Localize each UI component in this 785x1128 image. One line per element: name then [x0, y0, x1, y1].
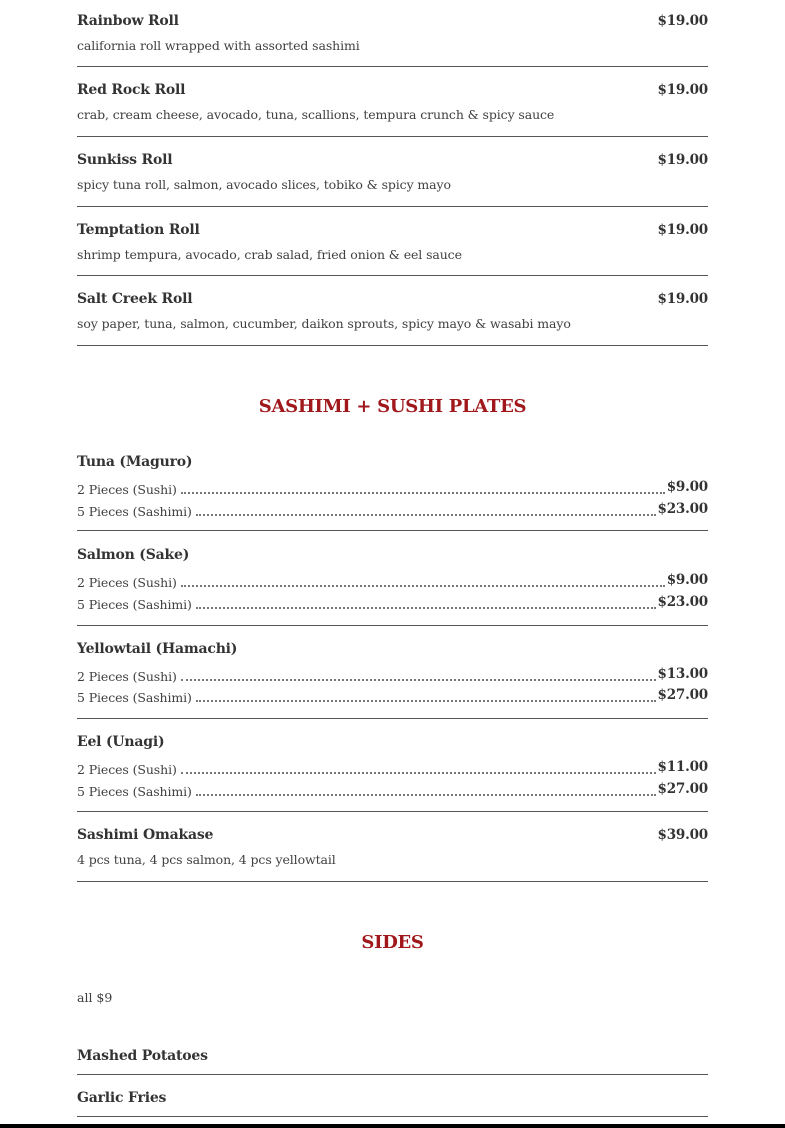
menu-item — [77, 222, 708, 262]
divider — [77, 275, 708, 276]
dot-leader — [181, 492, 665, 494]
divider — [77, 881, 708, 882]
item-description: 4 pcs tuna, 4 pcs salmon, 4 pcs yellowtail — [77, 852, 336, 867]
divider — [77, 625, 708, 626]
option-label: 5 Pieces (Sashimi) — [77, 597, 192, 612]
item-description: crab, cream cheese, avocado, tuna, scallions, tempura crunch & spicy sauce — [77, 107, 555, 122]
item-name: Sunkiss Roll — [77, 152, 173, 168]
divider — [77, 530, 708, 531]
plate-name: Yellowtail (Hamachi) — [77, 641, 238, 657]
option-price: $27.00 — [657, 781, 708, 797]
item-price: $19.00 — [657, 82, 708, 98]
option-price: $27.00 — [657, 687, 708, 703]
item-description: soy paper, tuna, salmon, cucumber, daikon sprouts, spicy mayo & wasabi mayo — [77, 316, 571, 331]
price-row — [77, 689, 708, 705]
item-description: spicy tuna roll, salmon, avocado slices, tobiko & spicy mayo — [77, 177, 451, 192]
side-item-name: Garlic Fries — [77, 1090, 167, 1106]
price-row — [77, 596, 708, 612]
sides-note: all $9 — [77, 990, 113, 1005]
price-row — [77, 761, 708, 777]
section-title-sashimi: SASHIMI + SUSHI PLATES — [258, 396, 527, 417]
plate-name: Tuna (Maguro) — [77, 454, 193, 470]
item-name: Temptation Roll — [77, 222, 200, 238]
divider — [77, 66, 708, 67]
menu-item — [77, 13, 708, 53]
item-name: Rainbow Roll — [77, 13, 179, 29]
option-price: $9.00 — [666, 479, 708, 495]
option-label: 5 Pieces (Sashimi) — [77, 784, 192, 799]
item-price: $39.00 — [657, 827, 708, 843]
section-title-sides: SIDES — [361, 932, 424, 953]
dot-leader — [196, 794, 656, 796]
item-name: Sashimi Omakase — [77, 827, 214, 843]
divider — [77, 811, 708, 812]
divider — [77, 206, 708, 207]
menu-item — [77, 827, 708, 867]
side-item-name: Mashed Potatoes — [77, 1048, 208, 1064]
dot-leader — [196, 607, 656, 609]
menu-item — [77, 82, 708, 122]
dot-leader — [181, 585, 665, 587]
divider — [77, 136, 708, 137]
option-label: 5 Pieces (Sashimi) — [77, 690, 192, 705]
option-price: $13.00 — [657, 666, 708, 682]
price-row — [77, 668, 708, 684]
dot-leader — [181, 772, 656, 774]
option-label: 2 Pieces (Sushi) — [77, 669, 177, 684]
divider — [77, 345, 708, 346]
item-description: california roll wrapped with assorted sashimi — [77, 38, 360, 53]
option-price: $23.00 — [657, 501, 708, 517]
item-price: $19.00 — [657, 152, 708, 168]
item-description: shrimp tempura, avocado, crab salad, fried onion & eel sauce — [77, 247, 462, 262]
option-label: 2 Pieces (Sushi) — [77, 575, 177, 590]
dot-leader — [181, 679, 656, 681]
menu-item — [77, 291, 708, 331]
price-row — [77, 574, 708, 590]
option-label: 5 Pieces (Sashimi) — [77, 504, 192, 519]
dot-leader — [196, 514, 656, 516]
plate-name: Salmon (Sake) — [77, 547, 190, 563]
price-row — [77, 783, 708, 799]
option-label: 2 Pieces (Sushi) — [77, 762, 177, 777]
dot-leader — [196, 700, 656, 702]
divider — [77, 1074, 708, 1075]
divider — [77, 1116, 708, 1117]
option-price: $9.00 — [666, 572, 708, 588]
option-price: $23.00 — [657, 594, 708, 610]
price-row — [77, 503, 708, 519]
plate-name: Eel (Unagi) — [77, 734, 165, 750]
item-price: $19.00 — [657, 222, 708, 238]
price-row — [77, 481, 708, 497]
item-name: Red Rock Roll — [77, 82, 186, 98]
option-label: 2 Pieces (Sushi) — [77, 482, 177, 497]
divider — [77, 718, 708, 719]
menu-item — [77, 152, 708, 192]
item-name: Salt Creek Roll — [77, 291, 193, 307]
item-price: $19.00 — [657, 13, 708, 29]
item-price: $19.00 — [657, 291, 708, 307]
option-price: $11.00 — [657, 759, 708, 775]
page-bottom-bar — [0, 1124, 785, 1128]
